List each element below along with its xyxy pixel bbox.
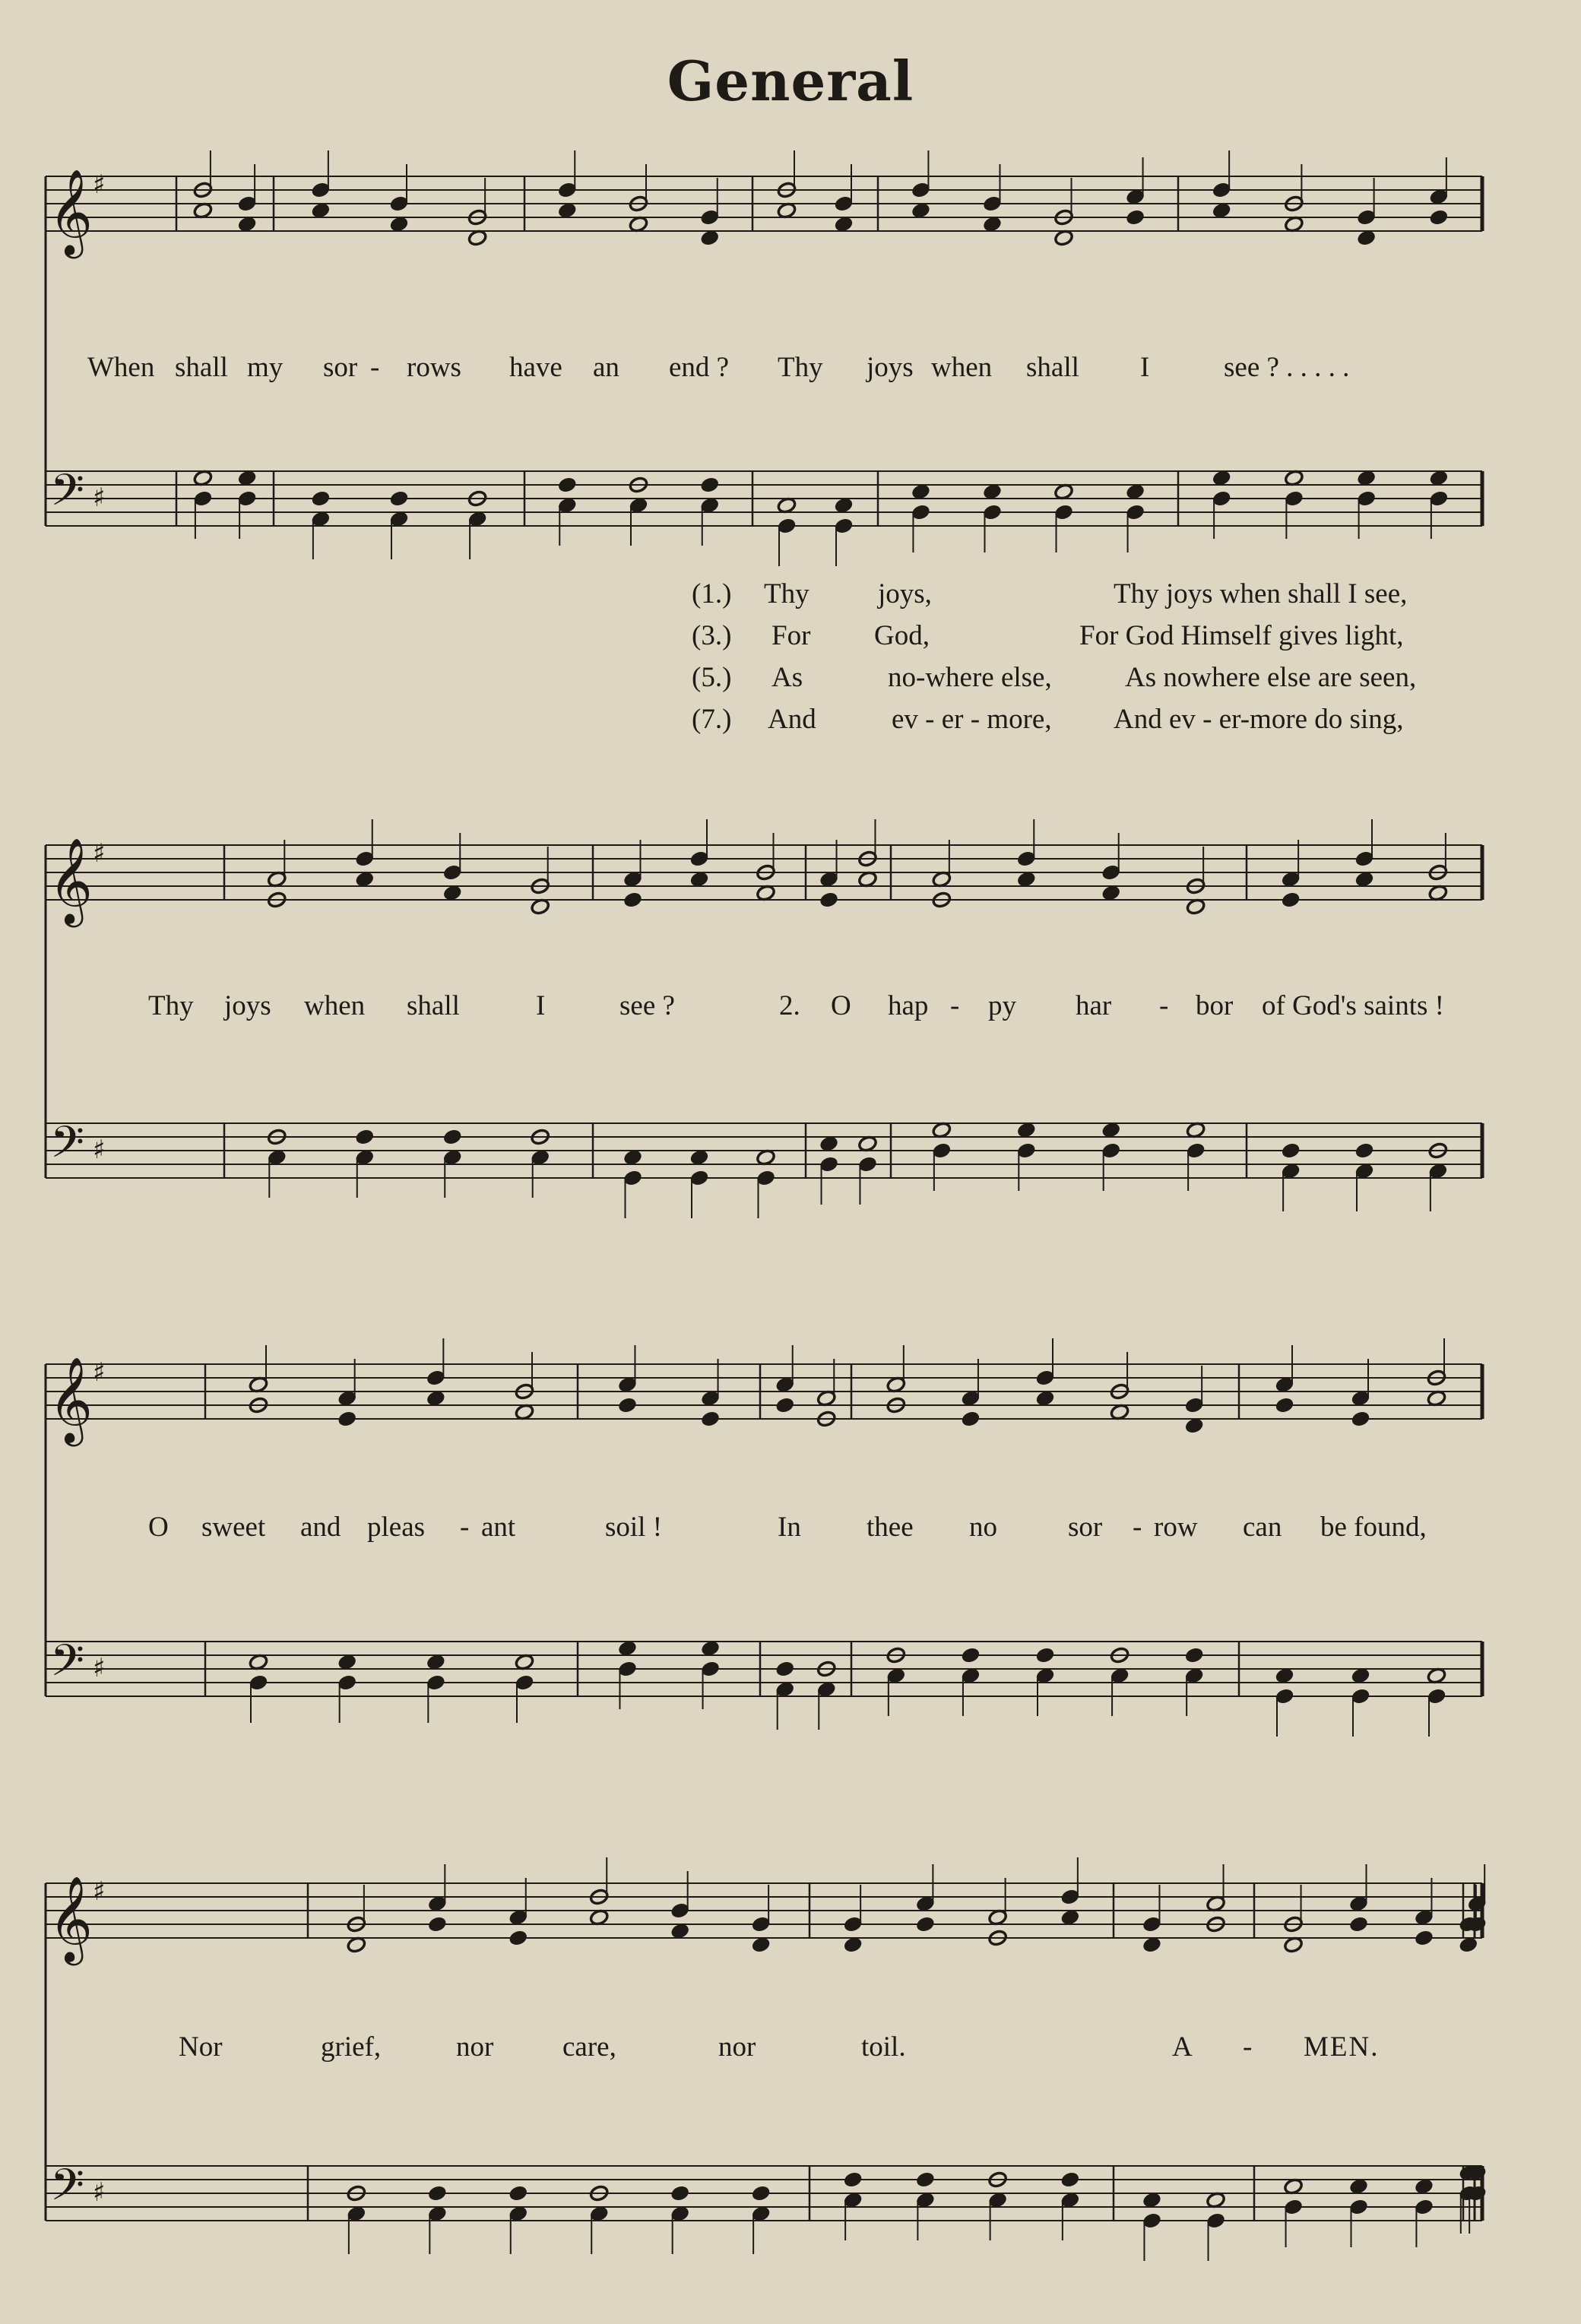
lyric-word: toil.	[861, 2031, 906, 2063]
treble-clef-icon: 𝄞	[49, 837, 93, 924]
lyric-word: -	[950, 990, 960, 1021]
lyric-word: Thy	[778, 352, 823, 383]
lyric-word: shall	[1026, 352, 1079, 383]
lyric-word: grief,	[321, 2031, 382, 2063]
lyric-word: be found,	[1320, 1512, 1427, 1543]
lyric-word: -	[1243, 2031, 1253, 2063]
bass-clef-icon: 𝄢	[50, 464, 85, 527]
note-head	[670, 2184, 689, 2202]
note-head	[915, 2170, 935, 2188]
lyric-word: -	[1159, 990, 1169, 1021]
lyric-word: py	[988, 990, 1016, 1021]
lyric-word: I	[536, 990, 546, 1021]
note-head	[1348, 1915, 1368, 1933]
lyric-word: O	[148, 1512, 169, 1543]
sharp-icon: ♯	[93, 1357, 106, 1388]
lyric-word: shall	[175, 352, 228, 383]
lyric-word: an	[593, 352, 619, 383]
lyric-word: see ?	[619, 990, 675, 1021]
lyric-word: my	[247, 352, 284, 383]
lyric-word: When	[87, 352, 155, 383]
lyric-word: when	[304, 990, 366, 1021]
lyric-word: In	[778, 1512, 801, 1543]
sharp-icon: ♯	[93, 1876, 106, 1907]
sharp-icon: ♯	[93, 2177, 106, 2208]
sharp-icon: ♯	[93, 1653, 106, 1683]
lyric-word: MEN.	[1304, 2031, 1380, 2063]
lyric-word: and	[300, 1512, 341, 1543]
lyric-word: -	[460, 1512, 470, 1543]
lyric-word: hap	[888, 990, 929, 1021]
lyric-word: Nor	[179, 2031, 223, 2063]
lyric-word: sweet	[201, 1512, 266, 1543]
lyric-word: joys	[867, 352, 914, 383]
note-head	[427, 1915, 447, 1933]
lyric-word: pleas	[367, 1512, 426, 1543]
lyric-word: have	[509, 352, 562, 383]
lyric-word: end ?	[669, 352, 730, 383]
note-head	[509, 2184, 528, 2202]
note-head	[427, 2184, 447, 2202]
lyric-word: ant	[481, 1512, 516, 1543]
lyric-word: nor	[718, 2031, 756, 2063]
sharp-icon: ♯	[93, 1135, 106, 1165]
lyric-word: joys	[224, 990, 271, 1021]
lyric-word: sor	[323, 352, 358, 383]
lyric-word: sor	[1068, 1512, 1103, 1543]
lyric-word: 2.	[779, 990, 800, 1021]
lyric-word: har	[1076, 990, 1112, 1021]
lyric-word: A	[1172, 2031, 1193, 2063]
lyric-word: Thy	[148, 990, 194, 1021]
lyric-word: care,	[562, 2031, 616, 2063]
note-head	[751, 2184, 771, 2202]
lyric-word: soil !	[605, 1512, 663, 1543]
note-head	[915, 1915, 935, 1933]
sharp-icon: ♯	[93, 838, 106, 869]
lyric-word: row	[1154, 1512, 1198, 1543]
lyric-word: when	[931, 352, 993, 383]
lyric-word: rows	[407, 352, 461, 383]
sharp-icon: ♯	[93, 169, 106, 200]
page-title: General	[667, 49, 914, 113]
lyric-word: can	[1243, 1512, 1282, 1543]
note-head	[843, 2170, 863, 2188]
lyric-word: -	[370, 352, 380, 383]
treble-clef-icon: 𝄞	[49, 1876, 93, 1962]
treble-clef-icon: 𝄞	[49, 1357, 93, 1443]
sharp-icon: ♯	[93, 483, 106, 513]
lyric-word: see ? . . . . .	[1224, 352, 1350, 383]
lyric-word: bor	[1196, 990, 1234, 1021]
note-head	[509, 1929, 528, 1946]
bass-clef-icon: 𝄢	[50, 1635, 85, 1697]
treble-clef-icon: 𝄞	[49, 169, 93, 255]
bass-clef-icon: 𝄢	[50, 1116, 85, 1179]
note-head	[1060, 2170, 1080, 2188]
bass-clef-icon: 𝄢	[50, 2159, 85, 2221]
lyric-word: thee	[867, 1512, 914, 1543]
lyric-word: O	[831, 990, 851, 1021]
lyric-word: I	[1140, 352, 1150, 383]
lyric-word: shall	[407, 990, 460, 1021]
lyric-word: nor	[456, 2031, 494, 2063]
lyric-word: no	[969, 1512, 997, 1543]
note-head	[1414, 1929, 1434, 1946]
lyric-word: -	[1133, 1512, 1142, 1543]
lyric-word: of God's saints !	[1262, 990, 1444, 1021]
